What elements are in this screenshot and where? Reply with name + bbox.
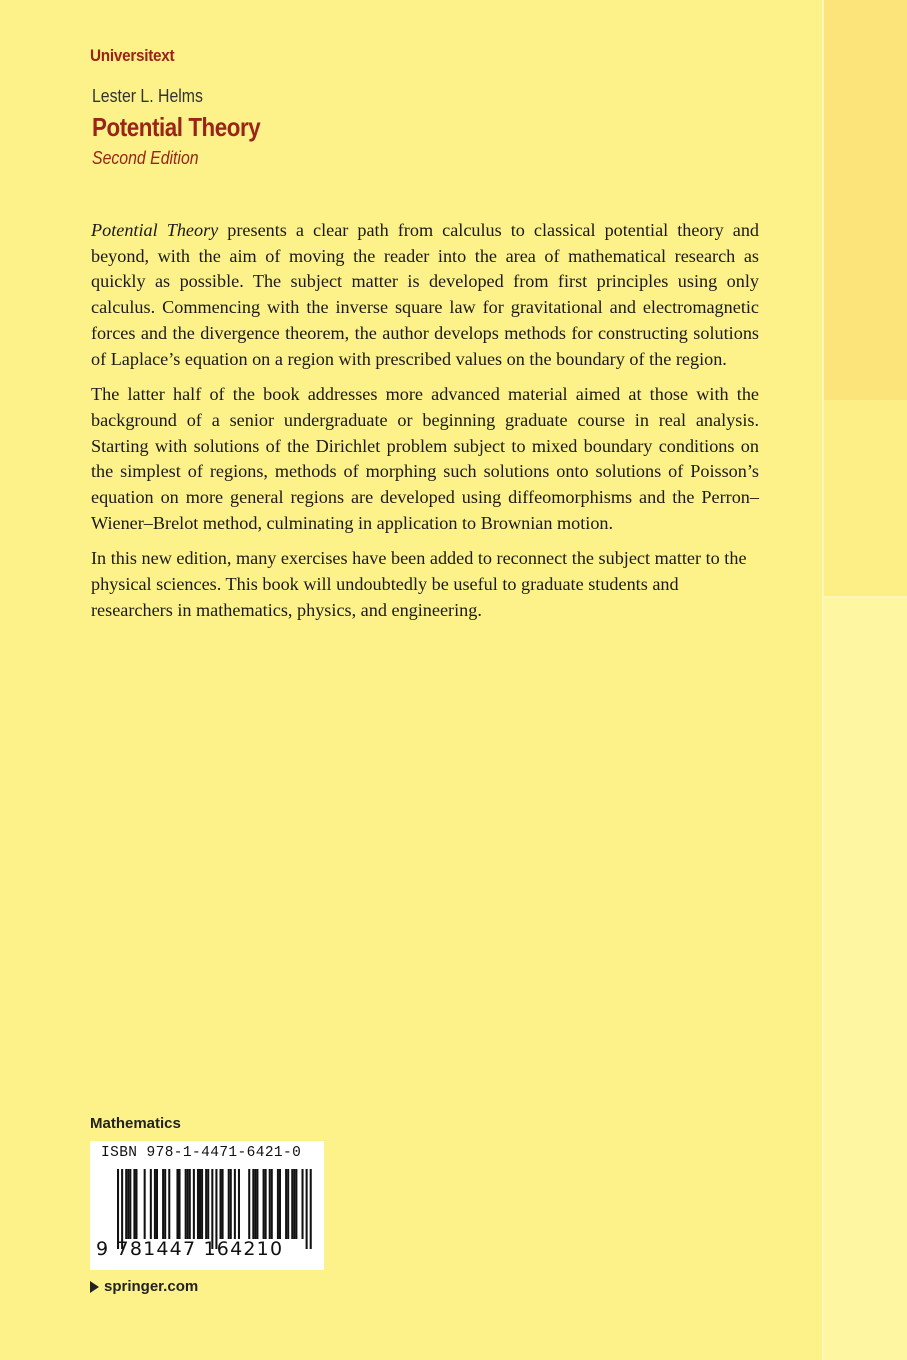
- barcode-bar: [156, 1169, 158, 1239]
- barcode-bar: [185, 1169, 187, 1239]
- barcode-bar: [252, 1169, 254, 1239]
- arrow-right-icon: [90, 1281, 99, 1293]
- barcode-bar: [205, 1169, 207, 1239]
- barcode-bar: [234, 1169, 236, 1239]
- barcode-bar: [154, 1169, 156, 1239]
- barcode-bar: [263, 1169, 265, 1239]
- barcode-bar: [121, 1169, 123, 1249]
- barcode-bar: [222, 1169, 224, 1239]
- author-name: Lester L. Helms: [92, 86, 203, 106]
- barcode-bar: [269, 1169, 271, 1239]
- barcode-bar: [129, 1169, 131, 1239]
- barcode-bar: [277, 1169, 279, 1239]
- title-italic: Potential Theory: [91, 220, 219, 240]
- barcode-bar: [164, 1169, 166, 1239]
- barcode-bar: [179, 1169, 181, 1239]
- paragraph-1-text: presents a clear path from calculus to classical potential theory and beyond, with the aim of moving the reader into the area of mathematical research as quickly as possible. The subject matter is developed from first principles using only calculus. Commencing with the inverse square law for gravitational and electromagnetic forces and the divergence theorem, the author develops methods for constructing solutions of Laplace’s equation on a region with prescribed values on the boundary of the region.: [91, 220, 760, 369]
- barcode-bar: [293, 1169, 295, 1239]
- description-paragraph-3: In this new edition, many exercises have been added to reconnect the subject matter to the physical sciences. This book will undoubtedly be useful to graduate students and researchers in mathematics, physics, and engineering.: [91, 548, 747, 620]
- spine-accent-bottom: [824, 598, 907, 1360]
- barcode-bar: [117, 1169, 119, 1249]
- barcode-bar: [193, 1169, 195, 1239]
- barcode-bar: [306, 1169, 308, 1249]
- barcode: [90, 1141, 324, 1270]
- barcode-bar: [285, 1169, 287, 1239]
- edition-label: Second Edition: [92, 148, 199, 168]
- barcode-bar: [176, 1169, 178, 1239]
- barcode-bar: [230, 1169, 232, 1239]
- barcode-bar: [199, 1169, 201, 1239]
- barcode-bar: [125, 1169, 127, 1239]
- barcode-bar: [220, 1169, 222, 1239]
- barcode-bar: [133, 1169, 135, 1239]
- barcode-bar: [144, 1169, 146, 1239]
- barcode-bar: [310, 1169, 312, 1249]
- barcode-bar: [271, 1169, 273, 1239]
- description-paragraph-2: The latter half of the book addresses more advanced material aimed at those with the background of a senior undergraduate or beginning graduate course in real analysis. Starting with solutions of the Dirichlet problem subject to mixed boundary conditions on the simplest of regions, methods of morphing such solutions onto solutions of Poisson’s equation on more general regions are developed using diffeomorphisms and the Perron–Wiener–Brelot method, culminating in application to Brownian motion.: [91, 384, 759, 533]
- barcode-bar: [201, 1169, 203, 1239]
- barcode-bar: [295, 1169, 297, 1239]
- barcode-bar: [302, 1169, 304, 1239]
- publisher-url: springer.com: [104, 1278, 199, 1295]
- barcode-bar: [291, 1169, 293, 1239]
- barcode-bar: [211, 1169, 213, 1249]
- barcode-bar: [150, 1169, 152, 1239]
- ean-digits: 9 781447 164210: [96, 1238, 284, 1260]
- barcode-bar: [279, 1169, 281, 1239]
- spine-divider: [822, 0, 824, 1360]
- series-name: Universitext: [90, 46, 175, 65]
- barcode-bar: [197, 1169, 199, 1239]
- barcode-bar: [162, 1169, 164, 1239]
- spine-accent-top: [824, 0, 907, 400]
- spine-accent-mid: [824, 400, 907, 596]
- description: [91, 218, 759, 634]
- barcode-bar: [256, 1169, 258, 1239]
- barcode-bar: [228, 1169, 230, 1239]
- barcode-bar: [287, 1169, 289, 1239]
- subject-label: Mathematics: [90, 1115, 181, 1132]
- barcode-bar: [168, 1169, 170, 1239]
- barcode-bar: [207, 1169, 209, 1239]
- barcode-bar: [127, 1169, 129, 1239]
- description-paragraph-1: [91, 218, 759, 372]
- barcode-bar: [187, 1169, 189, 1239]
- publisher-link[interactable]: [90, 1278, 198, 1295]
- barcode-bar: [189, 1169, 191, 1239]
- book-title: Potential Theory: [92, 112, 261, 142]
- barcode-bar: [135, 1169, 137, 1239]
- barcode-bar: [265, 1169, 267, 1239]
- barcode-bar: [254, 1169, 256, 1239]
- barcode-bar: [215, 1169, 217, 1249]
- barcode-bar: [238, 1169, 240, 1239]
- isbn-text: ISBN 978-1-4471-6421-0: [101, 1145, 302, 1161]
- spine-horizontal-divider: [824, 596, 907, 598]
- barcode-bar: [248, 1169, 250, 1239]
